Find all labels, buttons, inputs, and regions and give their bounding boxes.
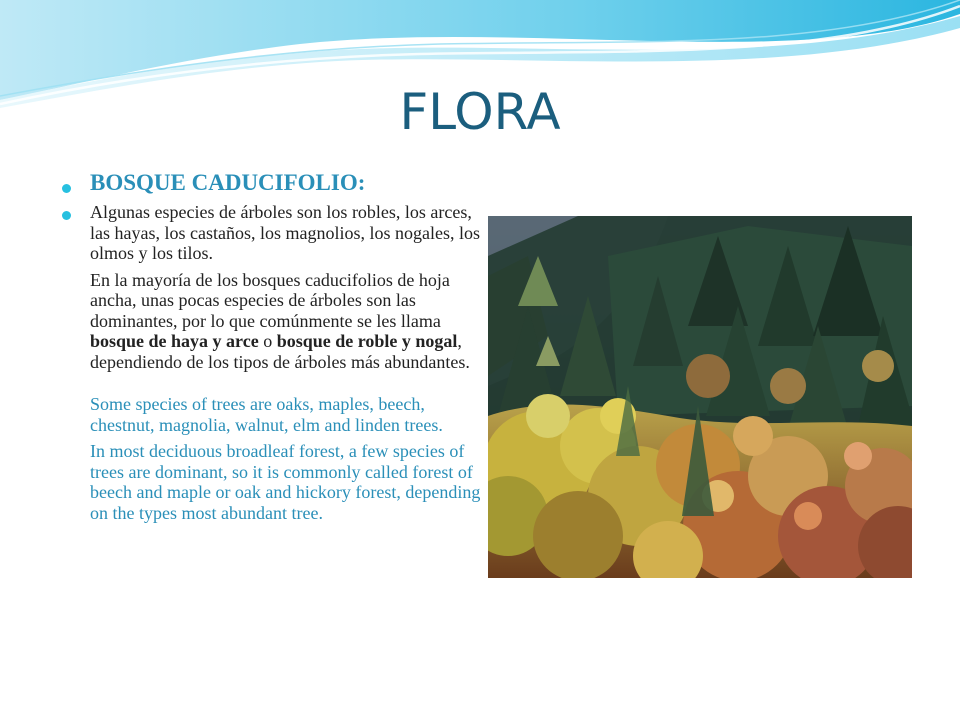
spanish-species-paragraph: Algunas especies de árboles son los robles, los arces, las hayas, los castaños, los magnolios, los nogales, los olmos y los tilos. (90, 202, 480, 263)
slide-title: FLORA (399, 83, 561, 141)
term-beech-maple: bosque de haya y arce (90, 331, 259, 351)
english-species-paragraph: Some species of trees are oaks, maples, beech, chestnut, magnolia, walnut, elm and linden trees. (90, 394, 443, 435)
forest-photo (488, 216, 912, 578)
spanish-forest-paragraph (90, 270, 482, 373)
section-heading: BOSQUE CADUCIFOLIO: (90, 170, 366, 195)
slide-content (62, 170, 482, 523)
english-forest-paragraph: In most deciduous broadleaf forest, a few species of trees are dominant, so it is commonly called forest of beech and maple or oak and hickory forest, depending on the types most abundant tree. (90, 441, 481, 523)
spanish-forest-intro: En la mayoría de los bosques caducifolios de hoja ancha, unas pocas especies de árboles son las dominantes, por lo que comúnmente se les llama (90, 269, 450, 331)
bullet-icon (62, 211, 71, 220)
term-oak-walnut: bosque de roble y nogal (276, 331, 458, 351)
spanish-forest-connector: o (258, 331, 277, 351)
heading-bullet (62, 170, 482, 196)
bullet-icon (62, 184, 71, 193)
body-bullet (62, 202, 482, 523)
spanish-forest-ending: , dependiendo de los tipos de árboles más abundantes. (90, 331, 470, 372)
